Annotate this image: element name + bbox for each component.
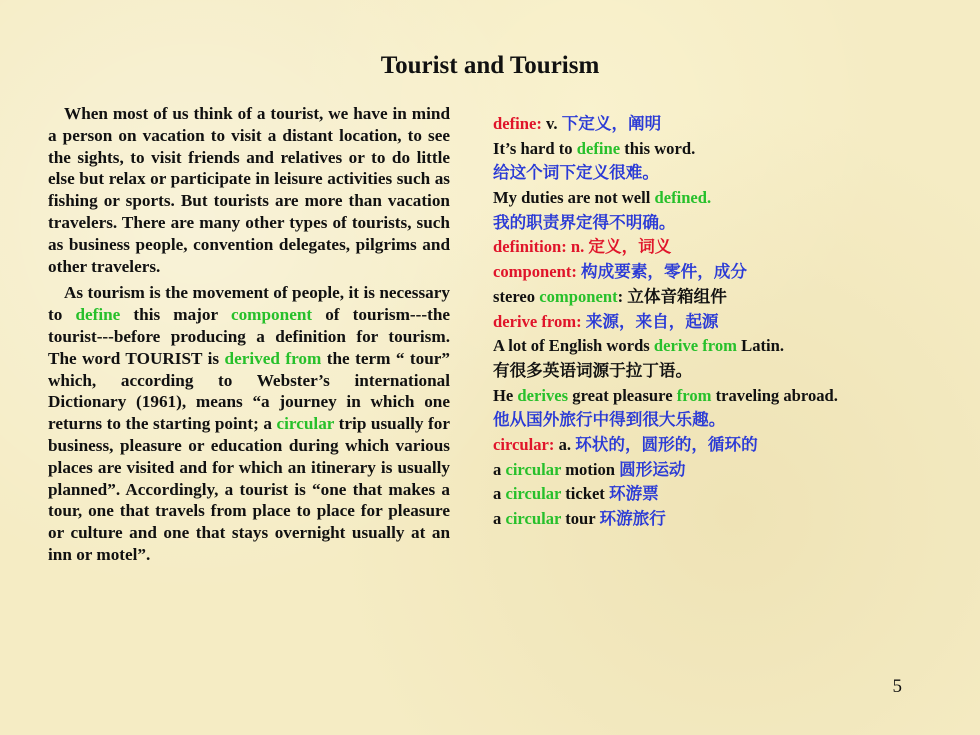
highlighted-term: circular	[276, 414, 335, 434]
translation-text: 构成要素，零件，成分	[581, 262, 747, 282]
vocab-line	[493, 235, 953, 260]
example-text: stereo	[493, 286, 540, 306]
vocab-line	[493, 507, 953, 532]
example-text: He	[493, 385, 518, 405]
translation-text: 环游票	[608, 484, 659, 504]
passage-text: the term “ tour” which, according to Webster’s international Dictionary (1961), means “a journey in which one returns to the starting point; a	[48, 348, 450, 434]
vocab-term: component:	[493, 262, 582, 282]
example-text: tour	[561, 509, 600, 528]
reading-passage	[48, 103, 450, 566]
vocab-line	[493, 433, 953, 458]
highlighted-term: define	[576, 138, 621, 158]
example-text: My duties are not well	[493, 188, 655, 208]
passage-text: this major	[120, 305, 231, 325]
passage-text: trip usually for business, pleasure or education during which various places are visited and for which an itinerary is usually planned”. Accordingly, a tourist is “one that makes a tour, one that travels from place to place for pleasure or culture and one that stays overnight usually at an inn or motel”.	[48, 414, 450, 564]
translation-text: 他从国外旅行中得到很大乐趣。	[493, 410, 726, 430]
example-text: a	[493, 484, 506, 504]
highlighted-term: derived from	[224, 348, 322, 368]
highlighted-term: derive from	[653, 336, 737, 356]
translation-text: 我的职责界定得不明确。	[493, 212, 676, 232]
vocab-line	[493, 137, 953, 162]
passage-paragraph-1	[48, 103, 450, 277]
example-text: traveling abroad.	[711, 385, 838, 405]
example-text: 有很多英语词源于拉丁语。	[493, 360, 693, 380]
passage-text: of tourism---the tourist---before producing a definition for tourism. The word TOURIST is	[48, 305, 451, 368]
vocab-line	[493, 112, 953, 137]
page-number: 5	[892, 676, 902, 697]
highlighted-term: circular	[505, 509, 562, 528]
translation-text: 环游旅行	[599, 509, 666, 528]
example-text: It’s hard to	[493, 138, 577, 158]
translation-text: 环状的，圆形的，循环的	[575, 434, 758, 454]
vocab-line	[493, 310, 953, 335]
translation-text: 圆形运动	[619, 459, 686, 479]
vocab-line	[493, 384, 953, 409]
vocab-term: circular:	[493, 434, 559, 454]
translation-text: 下定义，阐明	[561, 114, 662, 133]
vocab-line	[493, 285, 953, 310]
vocab-term: define:	[493, 114, 546, 133]
example-text: motion	[561, 459, 620, 479]
passage-paragraph-2	[48, 282, 450, 565]
vocab-line	[493, 211, 953, 236]
example-text: a	[493, 509, 506, 528]
slide-title: Tourist and Tourism	[380, 52, 600, 79]
example-text: a.	[558, 434, 576, 454]
vocabulary-notes	[493, 112, 953, 532]
vocab-line	[493, 458, 953, 483]
vocab-line	[493, 260, 953, 285]
example-text: great pleasure	[568, 385, 677, 405]
highlighted-term: derives	[517, 385, 569, 405]
highlighted-term: component	[230, 305, 313, 325]
vocab-term: definition: n. 定义，词义	[493, 237, 672, 257]
example-text: v.	[546, 114, 562, 133]
example-text: this word.	[620, 138, 696, 158]
example-text: Latin.	[737, 336, 785, 356]
example-text: A lot of English words	[493, 336, 654, 356]
vocab-line	[493, 334, 953, 359]
passage-text: As tourism is the movement of people, it is necessary to	[48, 283, 450, 325]
translation-text: 给这个词下定义很难。	[493, 163, 659, 183]
passage-text: When most of us think of a tourist, we have in mind a person on vacation to visit a distant location, to see the sights, to visit friends and relatives or to do little else but relax or participate in leisure activities such as fishing or sports. But tourists are more than vacation travelers. There are many other types of tourists, such as business people, convention delegates, pilgrims and other travelers.	[48, 104, 450, 276]
vocab-term: derive from:	[493, 311, 586, 331]
highlighted-term: from	[676, 385, 712, 405]
example-text: : 立体音箱组件	[617, 286, 727, 306]
example-text: a	[493, 459, 506, 479]
example-text: ticket	[561, 484, 609, 504]
vocab-line	[493, 359, 953, 384]
highlighted-term: circular	[505, 459, 562, 479]
vocab-line	[493, 408, 953, 433]
highlighted-term: define	[75, 305, 121, 325]
highlighted-term: component	[539, 286, 618, 306]
highlighted-term: circular	[505, 484, 562, 504]
vocab-line	[493, 161, 953, 186]
highlighted-term: defined.	[654, 188, 712, 208]
vocab-line	[493, 482, 953, 507]
vocab-line	[493, 186, 953, 211]
translation-text: 来源，来自，起源	[585, 311, 719, 331]
